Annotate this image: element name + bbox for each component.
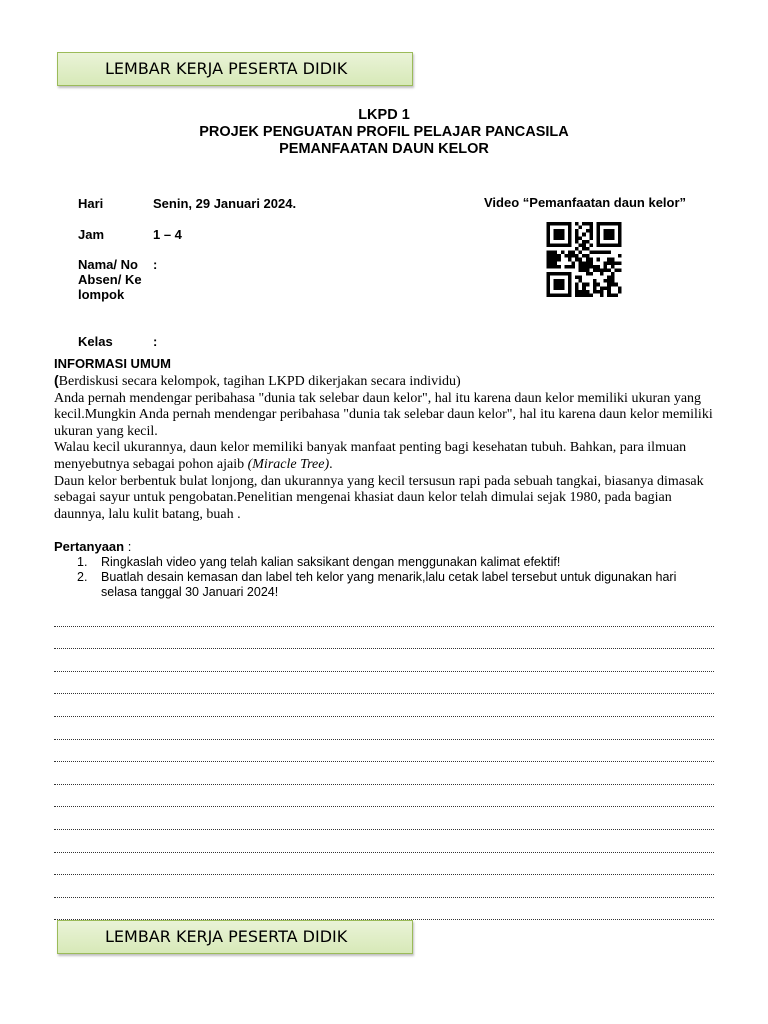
open-paren: (: [54, 372, 59, 388]
para2-italic: (Miracle Tree): [247, 456, 330, 472]
answer-line[interactable]: [54, 807, 714, 830]
jam-label: Jam: [78, 227, 105, 242]
question-text: Ringkaslah video yang telah kalian saksikant dengan menggunakan kalimat efektif!: [101, 555, 561, 569]
jam-value: 1 – 4: [153, 227, 182, 242]
question-number: 1.: [77, 555, 88, 569]
instruction-text: Berdiskusi secara kelompok, tagihan LKPD dikerjakan secara individu): [58, 374, 461, 389]
footer-banner-label: LEMBAR KERJA PESERTA DIDIK: [105, 927, 348, 946]
video-caption: Video “Pemanfaatan daun kelor”: [484, 195, 687, 210]
answer-line[interactable]: [54, 740, 714, 763]
document-title: [0, 107, 768, 158]
nama-value: :: [153, 257, 158, 272]
para2-text: Walau kecil ukurannya, daun kelor memiliki banyak manfaat penting bagi kesehatan tubuh. Bahkan, para ilmuan menyebutnya sebagai pohon ajaib: [54, 440, 687, 472]
answer-line[interactable]: [54, 672, 714, 695]
answer-line[interactable]: [54, 762, 714, 785]
nama-label: Nama/ NoAbsen/ Kelompok: [78, 257, 142, 302]
title-line-lkpd: LKPD 1: [358, 107, 410, 123]
answer-line[interactable]: [54, 830, 714, 853]
hari-value: Senin, 29 Januari 2024.: [153, 196, 297, 211]
questions-heading-label: Pertanyaan: [54, 539, 125, 554]
answer-line[interactable]: [54, 853, 714, 876]
question-item: [74, 555, 694, 570]
kelas-value: :: [153, 334, 158, 349]
answer-line[interactable]: [54, 627, 714, 650]
header-banner: [57, 52, 413, 86]
answer-line[interactable]: [54, 604, 714, 627]
footer-banner: [57, 920, 413, 954]
answer-line[interactable]: [54, 649, 714, 672]
info-heading: INFORMASI UMUM: [54, 356, 171, 371]
title-line-topic: PEMANFAATAN DAUN KELOR: [279, 141, 489, 157]
hari-label: Hari: [78, 196, 104, 211]
answer-line[interactable]: [54, 785, 714, 808]
questions-heading: [54, 539, 131, 554]
info-body: [54, 372, 714, 523]
question-item: [74, 570, 694, 600]
info-paragraph-3: Daun kelor berbentuk bulat lonjong, dan ukurannya yang kecil tersusun rapi pada sebuah tangkai, biasanya dimasak sebagai sayur untuk pengobatan.Penelitian mengenai khasiat daun kelor telah dimulai sejak 1980, pada bagian daunnya, lalu kulit batang, buah .: [54, 473, 704, 522]
info-instruction: [54, 372, 714, 391]
kelas-label: Kelas: [78, 334, 113, 349]
para2-end: .: [329, 456, 333, 472]
answer-line[interactable]: [54, 875, 714, 898]
answer-line[interactable]: [54, 694, 714, 717]
qr-code-icon[interactable]: [544, 222, 624, 297]
question-number: 2.: [77, 570, 88, 584]
answer-line[interactable]: [54, 717, 714, 740]
answer-lines[interactable]: [54, 604, 714, 920]
questions-list: [74, 555, 694, 600]
title-line-projek: PROJEK PENGUATAN PROFIL PELAJAR PANCASILA: [199, 124, 569, 140]
answer-line[interactable]: [54, 898, 714, 921]
info-paragraph-2: [54, 440, 714, 473]
info-paragraph-1: Anda pernah mendengar peribahasa "dunia tak selebar daun kelor", hal itu karena daun kelor memiliki ukuran yang kecil.Mungkin Anda pernah mendengar peribahasa "dunia tak selebar daun kelor", hal itu karena daun kelor memiliki ukuran yang kecil.: [54, 390, 713, 439]
header-banner-label: LEMBAR KERJA PESERTA DIDIK: [105, 59, 348, 78]
questions-heading-colon: :: [124, 539, 132, 554]
question-text: Buatlah desain kemasan dan label teh kelor yang menarik,lalu cetak label tersebut untuk digunakan hari selasa tanggal 30 Januari 2024!: [101, 570, 677, 599]
